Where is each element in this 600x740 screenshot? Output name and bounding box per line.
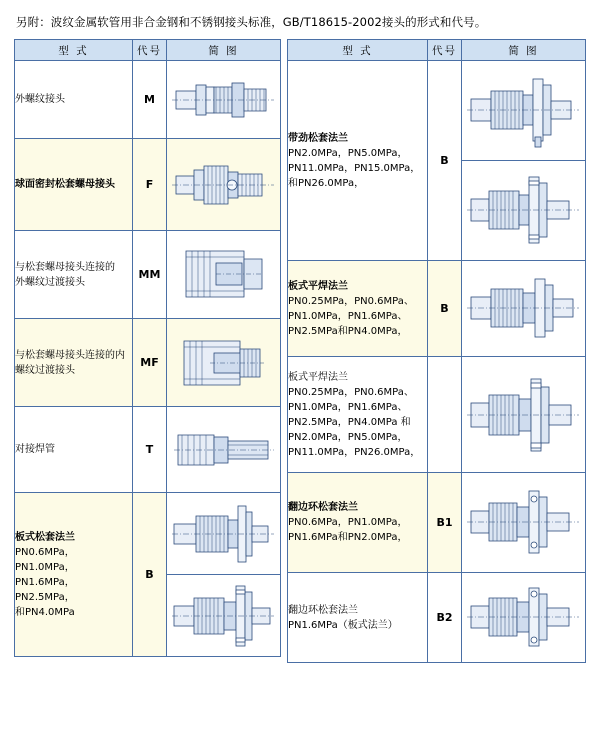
- row-code: MF: [133, 319, 167, 407]
- row-code: MM: [133, 231, 167, 319]
- header-code: 代号: [133, 40, 167, 61]
- table-header-row: [15, 40, 281, 61]
- row-figure-threaded-male-connector: [167, 61, 281, 139]
- row-name: 与松套螺母接头连接的 外螺纹过渡接头: [15, 231, 133, 319]
- row-name: 板式平焊法兰 PN0.25MPa，PN0.6MPa、 PN1.0MPa，PN1.6MPa、 PN2.5MPa，PN4.0MPa 和 PN2.0MPa，PN5.0MPa， PN11.0MPa，PN26.0MPa，: [288, 357, 428, 473]
- row-figure-stiffened-lap-joint-flange-1: [462, 61, 586, 161]
- row-name: 翻边环松套法兰 PN1.6MPa（板式法兰）: [288, 573, 428, 663]
- table-row: [15, 139, 281, 231]
- tables-container: [14, 39, 586, 663]
- table-row: [288, 261, 586, 357]
- row-figure-flared-ring-lap-flange-1: [462, 473, 586, 573]
- row-code: T: [133, 407, 167, 493]
- row-code: M: [133, 61, 167, 139]
- table-header-row: [288, 40, 586, 61]
- left-spec-table: [14, 39, 281, 657]
- row-code: B: [133, 493, 167, 657]
- row-figure-spherical-seal-union-nut: [167, 139, 281, 231]
- row-code: B2: [428, 573, 462, 663]
- row-code: F: [133, 139, 167, 231]
- row-name: 外螺纹接头: [15, 61, 133, 139]
- row-code: [428, 357, 462, 473]
- row-figure-plate-lap-joint-flange-2: [167, 575, 281, 657]
- row-code: B1: [428, 473, 462, 573]
- row-figure-plate-flat-weld-flange-2: [462, 357, 586, 473]
- table-row: [288, 357, 586, 473]
- right-spec-table: [287, 39, 586, 663]
- header-figure: 简 图: [462, 40, 586, 61]
- table-row: [15, 493, 281, 575]
- table-row: [15, 61, 281, 139]
- table-row: [15, 231, 281, 319]
- table-row: [15, 319, 281, 407]
- row-name: 对接焊管: [15, 407, 133, 493]
- table-row: [288, 61, 586, 161]
- row-name: 板式松套法兰 PN0.6MPa，PN1.0MPa， PN1.6MPa，PN2.5MPa， 和PN4.0MPa: [15, 493, 133, 657]
- table-row: [15, 407, 281, 493]
- page-title: 另附：波纹金属软管用非合金钢和不锈钢接头标准，GB/T18615-2002接头的形式和代号。: [16, 15, 487, 29]
- row-figure-plate-lap-joint-flange: [167, 493, 281, 575]
- row-name: 球面密封松套螺母接头: [15, 139, 133, 231]
- header-type: 型 式: [288, 40, 428, 61]
- row-figure-male-transition-adapter: [167, 231, 281, 319]
- row-figure-butt-weld-pipe: [167, 407, 281, 493]
- header-type: 型 式: [15, 40, 133, 61]
- row-name: 与松套螺母接头连接的内 螺纹过渡接头: [15, 319, 133, 407]
- row-code: B: [428, 61, 462, 261]
- row-figure-female-transition-adapter: [167, 319, 281, 407]
- table-row: [288, 473, 586, 573]
- row-name: 翻边环松套法兰 PN0.6MPa，PN1.0MPa， PN1.6MPa和PN2.0MPa，: [288, 473, 428, 573]
- row-name: 板式平焊法兰 PN0.25MPa，PN0.6MPa、 PN1.0MPa，PN1.6MPa、 PN2.5MPa和PN4.0MPa，: [288, 261, 428, 357]
- row-figure-stiffened-lap-joint-flange-2: [462, 161, 586, 261]
- table-row: [288, 573, 586, 663]
- row-figure-plate-flat-weld-flange-1: [462, 261, 586, 357]
- row-code: B: [428, 261, 462, 357]
- row-name: 带劲松套法兰 PN2.0MPa，PN5.0MPa， PN11.0MPa，PN15.0MPa， 和PN26.0MPa，: [288, 61, 428, 261]
- header-code: 代号: [428, 40, 462, 61]
- row-figure-flared-ring-lap-flange-2: [462, 573, 586, 663]
- header-figure: 简 图: [167, 40, 281, 61]
